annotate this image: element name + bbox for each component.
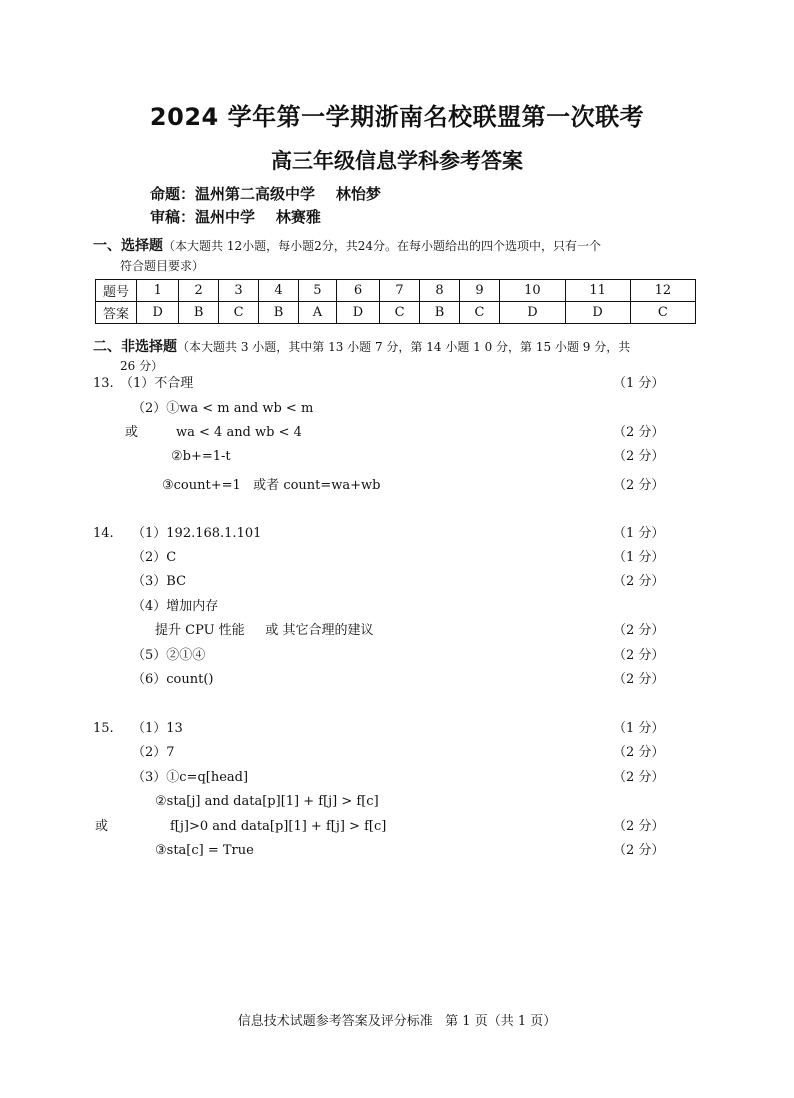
section2-heading-line <box>93 337 630 358</box>
q15-answer-4-alt: f[j]>0 and data[p][1] + f[j] > f[c] <box>170 819 387 834</box>
q13-answer-1: （1）不合理 <box>120 376 194 391</box>
table-cell: 2 <box>179 280 218 302</box>
document-subtitle: 高三年级信息学科参考答案 <box>271 149 523 173</box>
table-cell: 10 <box>500 280 565 302</box>
q13-score-4: （2 分） <box>613 478 665 493</box>
table-cell: 8 <box>420 280 459 302</box>
q15-answer-2: （2）7 <box>132 745 175 760</box>
q14-answer-4-alt: 提升 CPU 性能 或 其它合理的建议 <box>155 623 374 638</box>
q14-score-1: （1 分） <box>613 526 665 541</box>
section2-note: （本大题共 3 小题，其中第 13 小题 7 分，第 14 小题 1 0 分，第 15 小题 9 分，共 <box>177 340 631 354</box>
table-cell: B <box>259 302 298 324</box>
q15-answer-4: ②sta[j] and data[p][1] + f[j] > f[c] <box>155 794 379 809</box>
q14-answer-2: （2）C <box>132 550 177 565</box>
question-14-number: 14. <box>93 526 114 541</box>
table-cell: 6 <box>337 280 379 302</box>
table-cell: 1 <box>137 280 179 302</box>
q14-score-3: （2 分） <box>613 574 665 589</box>
reviewer-line: 审稿：温州中学 林赛雅 <box>150 208 321 226</box>
q14-answer-4: （4）增加内存 <box>132 599 219 614</box>
table-cell: C <box>379 302 420 324</box>
q15-score-3: （2 分） <box>613 770 665 785</box>
section1-heading: 一、选择题 <box>93 238 163 254</box>
section2-heading: 二、非选择题 <box>93 339 177 355</box>
q15-score-4: （2 分） <box>613 819 665 834</box>
table-cell: 12 <box>630 280 695 302</box>
table-cell: D <box>337 302 379 324</box>
section1-note: （本大题共 12小题，每小题2分，共24分。在每小题给出的四个选项中，只有一个 <box>163 239 601 253</box>
answer-table <box>95 279 696 324</box>
q14-score-5: （2 分） <box>613 648 665 663</box>
row-header-answer: 答案 <box>96 302 137 324</box>
q13-score-1: （1 分） <box>613 376 665 391</box>
q13-answer-3: ②b+=1-t <box>171 449 231 464</box>
table-cell: D <box>565 302 630 324</box>
q13-answer-2: （2）①wa < m and wb < m <box>132 401 314 416</box>
table-cell: 3 <box>218 280 259 302</box>
q15-score-1: （1 分） <box>613 721 665 736</box>
q13-answer-2-alt: wa < 4 and wb < 4 <box>176 425 302 440</box>
table-row-answers <box>96 302 696 324</box>
table-cell: C <box>218 302 259 324</box>
q15-answer-5: ③sta[c] = True <box>155 843 254 858</box>
question-15-number: 15. <box>93 721 114 736</box>
table-cell: 11 <box>565 280 630 302</box>
table-cell: 9 <box>459 280 500 302</box>
page-footer: 信息技术试题参考答案及评分标准 第 1 页（共 1 页） <box>237 1014 557 1029</box>
q14-answer-3: （3）BC <box>132 574 187 589</box>
q13-score-3: （2 分） <box>613 449 665 464</box>
table-cell: B <box>179 302 218 324</box>
q14-score-2: （1 分） <box>613 550 665 565</box>
q15-or-1: 或 <box>95 819 109 834</box>
section2-note-cont: 26 分） <box>120 359 164 373</box>
table-cell: 4 <box>259 280 298 302</box>
table-cell: C <box>630 302 695 324</box>
q13-score-2: （2 分） <box>613 425 665 440</box>
question-13-number: 13. <box>93 376 114 391</box>
q14-score-6: （2 分） <box>613 672 665 687</box>
author-line: 命题：温州第二高级中学 林怡梦 <box>150 185 381 203</box>
table-cell: 7 <box>379 280 420 302</box>
q15-score-2: （2 分） <box>613 745 665 760</box>
table-cell: B <box>420 302 459 324</box>
q14-score-4: （2 分） <box>613 623 665 638</box>
q13-or-1: 或 <box>125 425 139 440</box>
q15-score-5: （2 分） <box>613 843 665 858</box>
table-cell: D <box>137 302 179 324</box>
row-header-number: 题号 <box>96 280 137 302</box>
q15-answer-3: （3）①c=q[head] <box>132 770 249 785</box>
table-cell: C <box>459 302 500 324</box>
section1-heading-line <box>93 236 601 257</box>
document-title: 2024 学年第一学期浙南名校联盟第一次联考 <box>149 103 645 131</box>
table-cell: D <box>500 302 565 324</box>
q14-answer-1: （1）192.168.1.101 <box>132 526 262 541</box>
table-row-numbers <box>96 280 696 302</box>
q15-answer-1: （1）13 <box>132 721 183 736</box>
table-cell: 5 <box>298 280 337 302</box>
section1-note-cont: 符合题目要求） <box>120 259 205 273</box>
table-cell: A <box>298 302 337 324</box>
q14-answer-5: （5）②①④ <box>132 648 206 663</box>
q14-answer-6: （6）count() <box>132 672 214 687</box>
q13-answer-4: ③count+=1 或者 count=wa+wb <box>162 478 381 493</box>
